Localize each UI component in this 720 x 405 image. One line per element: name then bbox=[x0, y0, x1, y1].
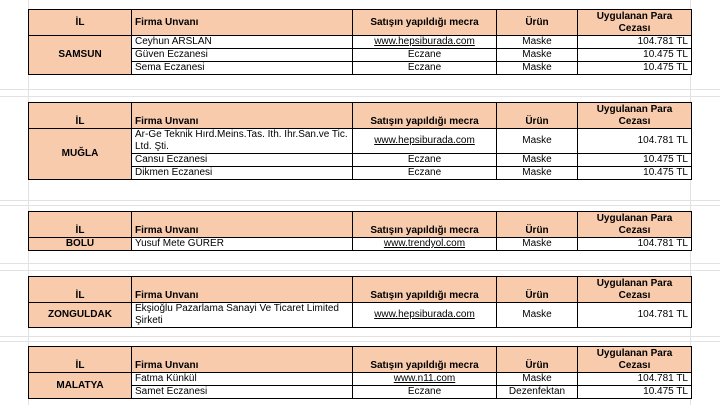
header-firma: Firma Unvanı bbox=[132, 212, 353, 238]
urun-cell: Maske bbox=[497, 154, 578, 167]
province-cell: ZONGULDAK bbox=[29, 303, 132, 328]
urun-cell: Maske bbox=[497, 36, 578, 49]
header-il: İL bbox=[29, 10, 132, 36]
firma-cell: Ekşioğlu Pazarlama Sanayi Ve Ticaret Limited Şirketi bbox=[132, 303, 353, 328]
mecra-link[interactable]: www.hepsiburada.com bbox=[353, 303, 497, 328]
province-cell: SAMSUN bbox=[29, 36, 132, 75]
header-firma: Firma Unvanı bbox=[132, 103, 353, 129]
table-header-row bbox=[29, 103, 692, 129]
firma-cell: Sema Eczanesi bbox=[132, 62, 353, 75]
grid-line bbox=[0, 341, 720, 342]
fine-table-mugla bbox=[28, 102, 692, 180]
header-mecra: Satışın yapıldığı mecra bbox=[353, 103, 497, 129]
header-mecra: Satışın yapıldığı mecra bbox=[353, 277, 497, 303]
header-urun: Ürün bbox=[497, 347, 578, 373]
province-cell: MUĞLA bbox=[29, 129, 132, 180]
table-row bbox=[29, 129, 692, 154]
mecra-link[interactable]: www.hepsiburada.com bbox=[353, 36, 497, 49]
ceza-cell: 104.781 TL bbox=[578, 36, 692, 49]
header-il: İL bbox=[29, 277, 132, 303]
header-ceza: Uygulanan Para Cezası bbox=[578, 277, 692, 303]
header-mecra: Satışın yapıldığı mecra bbox=[353, 347, 497, 373]
firma-cell: Cansu Eczanesi bbox=[132, 154, 353, 167]
grid-line bbox=[0, 200, 720, 201]
urun-cell: Maske bbox=[497, 49, 578, 62]
table-row bbox=[29, 373, 692, 386]
header-firma: Firma Unvanı bbox=[132, 10, 353, 36]
urun-cell: Maske bbox=[497, 167, 578, 180]
mecra-link[interactable]: www.trendyol.com bbox=[353, 238, 497, 251]
firma-cell: Yusuf Mete GÜRER bbox=[132, 238, 353, 251]
grid-line bbox=[0, 336, 720, 337]
grid-line bbox=[0, 89, 720, 90]
urun-cell: Maske bbox=[497, 238, 578, 251]
header-urun: Ürün bbox=[497, 212, 578, 238]
ceza-cell: 104.781 TL bbox=[578, 303, 692, 328]
firma-cell: Ar-Ge Teknik Hırd.Meins.Tas. İth. İhr.San.ve Tic. Ltd. Şti. bbox=[132, 129, 353, 154]
grid-line bbox=[0, 96, 720, 97]
table-header-row bbox=[29, 212, 692, 238]
firma-cell: Dikmen Eczanesi bbox=[132, 167, 353, 180]
header-mecra: Satışın yapıldığı mecra bbox=[353, 10, 497, 36]
fine-table-zonguldak bbox=[28, 276, 692, 328]
header-ceza: Uygulanan Para Cezası bbox=[578, 10, 692, 36]
grid-line bbox=[0, 270, 720, 271]
firma-cell: Fatma Künkül bbox=[132, 373, 353, 386]
header-il: İL bbox=[29, 103, 132, 129]
urun-cell: Maske bbox=[497, 129, 578, 154]
urun-cell: Maske bbox=[497, 303, 578, 328]
province-cell: MALATYA bbox=[29, 373, 132, 399]
header-ceza: Uygulanan Para Cezası bbox=[578, 103, 692, 129]
mecra-cell: Eczane bbox=[353, 62, 497, 75]
ceza-cell: 10.475 TL bbox=[578, 386, 692, 399]
header-ceza: Uygulanan Para Cezası bbox=[578, 347, 692, 373]
ceza-cell: 10.475 TL bbox=[578, 154, 692, 167]
table-row bbox=[29, 303, 692, 328]
urun-cell: Maske bbox=[497, 373, 578, 386]
header-firma: Firma Unvanı bbox=[132, 347, 353, 373]
header-ceza: Uygulanan Para Cezası bbox=[578, 212, 692, 238]
ceza-cell: 10.475 TL bbox=[578, 49, 692, 62]
header-il: İL bbox=[29, 212, 132, 238]
fine-table-samsun bbox=[28, 9, 692, 75]
ceza-cell: 104.781 TL bbox=[578, 129, 692, 154]
mecra-cell: Eczane bbox=[353, 154, 497, 167]
mecra-cell: Eczane bbox=[353, 167, 497, 180]
header-urun: Ürün bbox=[497, 277, 578, 303]
ceza-cell: 10.475 TL bbox=[578, 62, 692, 75]
fine-table-malatya bbox=[28, 346, 692, 399]
ceza-cell: 104.781 TL bbox=[578, 238, 692, 251]
firma-cell: Güven Eczanesi bbox=[132, 49, 353, 62]
header-urun: Ürün bbox=[497, 10, 578, 36]
mecra-link[interactable]: www.hepsiburada.com bbox=[353, 129, 497, 154]
grid-line bbox=[0, 205, 720, 206]
table-header-row bbox=[29, 10, 692, 36]
mecra-cell: Eczane bbox=[353, 386, 497, 399]
urun-cell: Dezenfektan bbox=[497, 386, 578, 399]
header-firma: Firma Unvanı bbox=[132, 277, 353, 303]
grid-line bbox=[0, 263, 720, 264]
firma-cell: Ceyhun ARSLAN bbox=[132, 36, 353, 49]
header-urun: Ürün bbox=[497, 103, 578, 129]
table-row bbox=[29, 36, 692, 49]
firma-cell: Samet Eczanesi bbox=[132, 386, 353, 399]
mecra-link[interactable]: www.n11.com bbox=[353, 373, 497, 386]
fine-table-bolu bbox=[28, 211, 692, 251]
header-mecra: Satışın yapıldığı mecra bbox=[353, 212, 497, 238]
table-header-row bbox=[29, 347, 692, 373]
mecra-cell: Eczane bbox=[353, 49, 497, 62]
header-il: İL bbox=[29, 347, 132, 373]
province-cell: BOLU bbox=[29, 238, 132, 251]
table-header-row bbox=[29, 277, 692, 303]
urun-cell: Maske bbox=[497, 62, 578, 75]
ceza-cell: 104.781 TL bbox=[578, 373, 692, 386]
ceza-cell: 10.475 TL bbox=[578, 167, 692, 180]
table-row bbox=[29, 238, 692, 251]
